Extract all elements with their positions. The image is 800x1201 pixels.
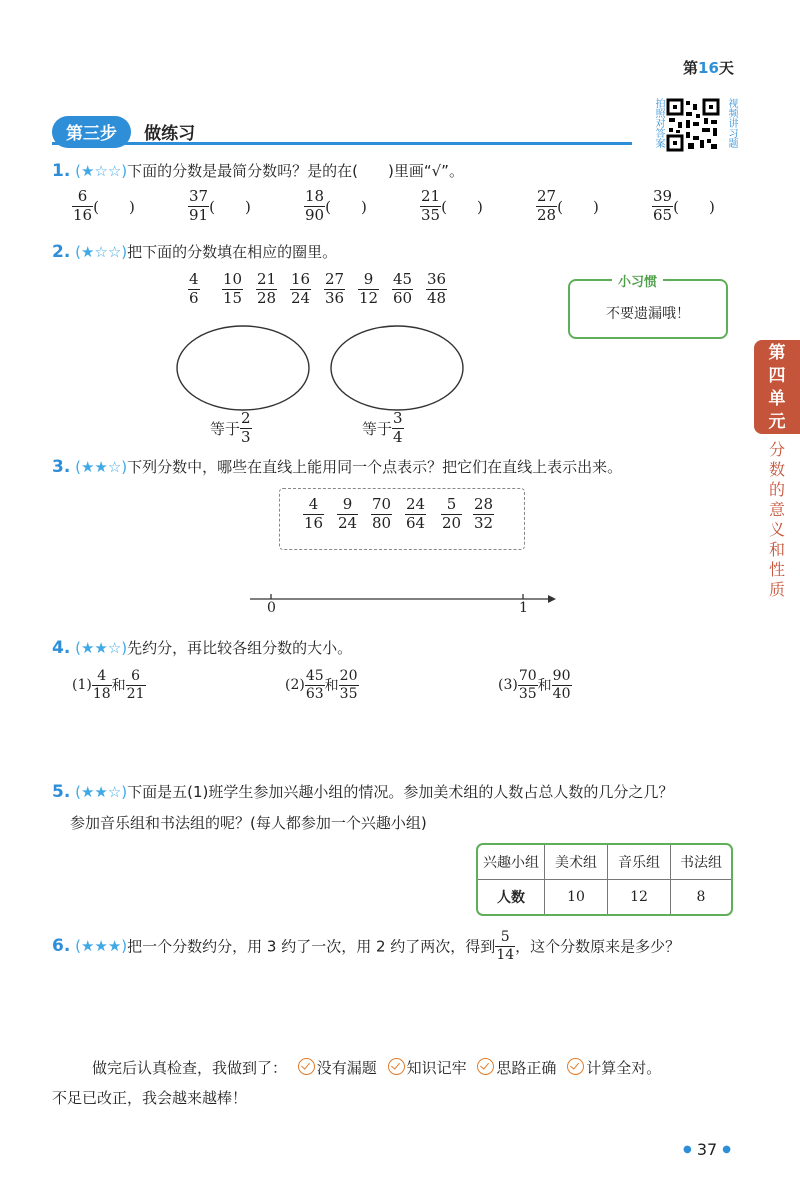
check-circle-icon[interactable] (388, 1058, 405, 1075)
q5-prompt-line2: 参加音乐组和书法组的呢？(每人都参加一个兴趣小组) (70, 814, 427, 832)
table-header-cell: 音乐组 (608, 845, 671, 880)
q2-fraction: $\frac{16}{24}$ (291, 270, 311, 307)
q3-fraction: $\frac{9}{24}$ (338, 495, 358, 532)
q1-prompt: 1. (★☆☆)下面的分数是最简分数吗？是的在( )里画“√”。 (52, 161, 464, 181)
difficulty-stars: ★☆☆ (80, 162, 122, 180)
oval-two-thirds (177, 326, 309, 410)
scan-answer-label: 拍照对答案 (653, 98, 664, 148)
q3-fraction: $\frac{5}{20}$ (442, 495, 462, 532)
check-circle-icon[interactable] (477, 1058, 494, 1075)
q1-item[interactable]: $\frac{27}{28}$ ( ) (537, 187, 599, 224)
oval-three-quarters (331, 326, 463, 410)
q2-prompt: 2. (★☆☆)把下面的分数填在相应的圈里。 (52, 242, 338, 262)
q4-item: (3) $\frac{70}{35}$ 和 $\frac{90}{40}$ (498, 668, 571, 702)
difficulty-stars: ★★☆ (80, 639, 122, 657)
difficulty-stars: ★☆☆ (80, 243, 122, 261)
habit-title: 小习惯 (612, 271, 663, 290)
difficulty-stars: ★★☆ (80, 458, 122, 476)
q2-fraction: $\frac{27}{36}$ (325, 270, 345, 307)
q2-fraction: $\frac{4}{6}$ (189, 270, 199, 307)
table-header-row (478, 845, 731, 880)
q2-fraction: $\frac{10}{15}$ (223, 270, 243, 307)
q1-item[interactable]: $\frac{18}{90}$ ( ) (305, 187, 367, 224)
interest-group-table (476, 843, 733, 916)
q2-fraction: $\frac{9}{12}$ (359, 270, 379, 307)
day-label: 第16天 (683, 59, 734, 77)
page-number: ● 37 ● (683, 1140, 732, 1159)
q1-item[interactable]: $\frac{39}{65}$ ( ) (653, 187, 715, 224)
table-header-cell: 美术组 (545, 845, 608, 880)
q3-fraction: $\frac{28}{32}$ (474, 495, 494, 532)
self-check-line: 做完后认真检查，我做到了： 没有漏题 知识记牢 思路正确 计算全对。 (92, 1059, 662, 1077)
q2-fraction: $\frac{21}{28}$ (257, 270, 277, 307)
q1-item[interactable]: $\frac{6}{16}$ ( ) (73, 187, 135, 224)
q3-prompt: 3. (★★☆)下列分数中，哪些在直线上能用同一个点表示？把它们在直线上表示出来。 (52, 457, 623, 477)
difficulty-stars: ★★★ (80, 937, 122, 956)
number-line (248, 590, 558, 610)
check-circle-icon[interactable] (298, 1058, 315, 1075)
table-header-cell: 兴趣小组 (478, 845, 545, 880)
q4-prompt: 4. (★★☆)先约分，再比较各组分数的大小。 (52, 638, 353, 658)
difficulty-stars: ★★☆ (80, 783, 122, 801)
q1-item[interactable]: $\frac{37}{91}$ ( ) (189, 187, 251, 224)
q4-item: (1) $\frac{4}{18}$ 和 $\frac{6}{21}$ (72, 668, 145, 702)
number-line-zero: 0 (267, 600, 276, 616)
q2-fraction: $\frac{36}{48}$ (427, 270, 447, 307)
qr-code-icon[interactable] (666, 98, 720, 152)
table-cell: 10 (545, 880, 608, 915)
encouragement-line: 不足已改正，我会越来越棒！ (52, 1089, 248, 1107)
step-badge: 第三步 (52, 116, 131, 148)
q2-fraction: $\frac{45}{60}$ (393, 270, 413, 307)
q3-fraction: $\frac{4}{16}$ (304, 495, 324, 532)
table-header-cell: 书法组 (671, 845, 732, 880)
topic-tab: 分数的意义和性质 (768, 440, 785, 599)
self-check-intro: 做完后认真检查，我做到了： (92, 1059, 288, 1077)
answer-ovals (175, 325, 475, 413)
unit-tab[interactable]: 第四单元 (754, 340, 800, 434)
check-circle-icon[interactable] (567, 1058, 584, 1075)
table-cell: 8 (671, 880, 732, 915)
table-row (478, 880, 731, 915)
q4-item: (2) $\frac{45}{63}$ 和 $\frac{20}{35}$ (285, 668, 358, 702)
table-cell: 12 (608, 880, 671, 915)
habit-tip-box (568, 275, 728, 339)
q3-fraction: $\frac{70}{80}$ (372, 495, 392, 532)
video-lesson-label: 视频讲习题 (726, 98, 737, 148)
number-line-one: 1 (519, 600, 528, 616)
q5-prompt: 5. (★★☆)下面是五(1)班学生参加兴趣小组的情况。参加美术组的人数占总人数的几分之几？ (52, 782, 674, 802)
habit-text: 不要遗漏哦！ (606, 306, 690, 322)
q3-fraction: $\frac{24}{64}$ (406, 495, 426, 532)
table-cell: 人数 (478, 880, 545, 915)
q6-prompt: 6. (★★★)把一个分数约分，用 3 约了一次，用 2 约了两次，得到 $\frac{5}{14}$ ，这个分数原来是多少？ (52, 929, 681, 963)
section-header (52, 116, 632, 145)
oval2-label: 等于 $\frac{3}{4}$ (362, 409, 403, 446)
q1-item[interactable]: $\frac{21}{35}$ ( ) (421, 187, 483, 224)
oval1-label: 等于 $\frac{2}{3}$ (210, 409, 251, 446)
section-title: 做练习 (144, 124, 196, 144)
